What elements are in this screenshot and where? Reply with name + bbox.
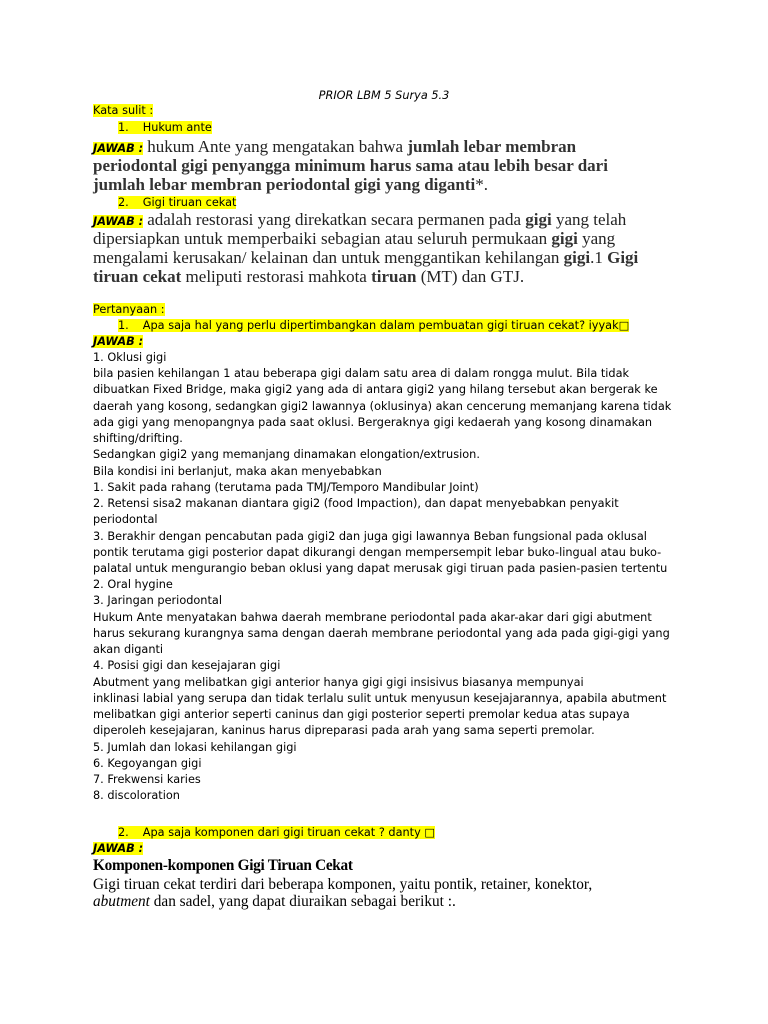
kata-sulit-label: Kata sulit :	[93, 104, 154, 117]
answer-line: harus sekurang kurangnya sama dengan daerah membrane periodontal yang ada pada gigi-gigi yang	[93, 626, 670, 640]
answer-line: 4. Posisi gigi dan kesejajaran gigi	[93, 659, 281, 673]
question-2-jawab-label: JAWAB :	[93, 842, 144, 855]
section-heading-komponen: Komponen-komponen Gigi Tiruan Cekat	[93, 857, 353, 874]
answer-gigi-tiruan-line1: JAWAB : adalah restorasi yang direkatkan secara permanen pada gigi yang telah	[93, 210, 627, 229]
question-1: 1. Apa saja hal yang perlu dipertimbangkan dalam pembuatan gigi tiruan cekat? iyyak□	[118, 319, 630, 332]
answer-komponen-line1: Gigi tiruan cekat terdiri dari beberapa komponen, yaitu pontik, retainer, konektor,	[93, 876, 593, 893]
answer-line: 2. Oral hygine	[93, 578, 173, 592]
question-2: 2. Apa saja komponen dari gigi tiruan cekat ? danty □	[118, 826, 436, 839]
answer-line: 1. Sakit pada rahang (terutama pada TMJ/Temporo Mandibular Joint)	[93, 480, 479, 494]
jawab-label: JAWAB :	[93, 142, 144, 155]
list-item-gigi-tiruan-cekat: 2. Gigi tiruan cekat	[118, 196, 237, 209]
answer-hukum-ante-line2: periodontal gigi penyangga minimum harus sama atau lebih besar dari	[93, 156, 608, 175]
document-title: PRIOR LBM 5 Surya 5.3	[318, 89, 450, 102]
answer-line: diperoleh kesejajaran, kaninus harus dipreparasi pada arah yang sama seperti premolar.	[93, 724, 595, 738]
answer-line: Sedangkan gigi2 yang memanjang dinamakan elongation/extrusion.	[93, 448, 480, 462]
answer-gigi-tiruan-line2: dipersiapkan untuk memperbaiki sebagian atau seluruh permukaan gigi yang	[93, 229, 616, 248]
answer-line: inklinasi labial yang serupa dan tidak terlalu sulit untuk menyusun kesejajarannya, apabila abutment	[93, 691, 667, 705]
answer-line: bila pasien kehilangan 1 atau beberapa gigi dalam satu area di dalam rongga mulut. Bila tidak	[93, 367, 630, 381]
answer-line: Hukum Ante menyatakan bahwa daerah membrane periodontal pada akar-akar dari gigi abutment	[93, 610, 652, 624]
answer-line: 3. Berakhir dengan pencabutan pada gigi2 dan juga gigi lawannya Beban fungsional pada oklusal	[93, 529, 647, 543]
answer-line: shifting/drifting.	[93, 432, 183, 446]
answer-hukum-ante-line1: JAWAB : hukum Ante yang mengatakan bahwa jumlah lebar membran	[93, 137, 577, 156]
question-1-jawab-label: JAWAB :	[93, 335, 144, 348]
answer-line: dibuatkan Fixed Bridge, maka gigi2 yang ada di antara gigi2 yang hilang tersebut akan bergerak ke	[93, 383, 658, 397]
answer-line: Bila kondisi ini berlanjut, maka akan menyebabkan	[93, 464, 382, 478]
answer-line: 2. Retensi sisa2 makanan diantara gigi2 (food Impaction), dan dapat menyebabkan penyakit	[93, 497, 619, 511]
answer-line: daerah yang kosong, sedangkan gigi2 lawannya (oklusinya) akan cencerung memanjang karena tidak	[93, 399, 672, 413]
answer-line: melibatkan gigi anterior seperti caninus dan gigi posterior seperti premolar kedua atas supaya	[93, 708, 630, 722]
answer-line: 8. discoloration	[93, 789, 180, 803]
answer-line: 5. Jumlah dan lokasi kehilangan gigi	[93, 740, 297, 754]
answer-line: 6. Kegoyangan gigi	[93, 756, 202, 770]
pertanyaan-label: Pertanyaan :	[93, 303, 165, 316]
answer-komponen-line2: abutment dan sadel, yang dapat diuraikan sebagai berikut :.	[93, 893, 456, 910]
answer-gigi-tiruan-line3: mengalami kerusakan/ kelainan dan untuk menggantikan kehilangan gigi.1 Gigi	[93, 248, 639, 267]
answer-line: 1. Oklusi gigi	[93, 351, 167, 364]
answer-line: palatal untuk mengurangio beban oklusi yang dapat merusak gigi tiruan pada pasien-pasien tertentu	[93, 561, 668, 575]
answer-line: 7. Frekwensi karies	[93, 772, 201, 786]
answer-hukum-ante-line3: jumlah lebar membran periodontal gigi yang diganti*.	[93, 175, 488, 194]
answer-gigi-tiruan-line4: tiruan cekat meliputi restorasi mahkota tiruan (MT) dan GTJ.	[93, 267, 525, 286]
list-item-hukum-ante: 1. Hukum ante	[118, 121, 212, 134]
answer-line: Abutment yang melibatkan gigi anterior hanya gigi gigi insisivus biasanya mempunyai	[93, 675, 584, 689]
answer-line: pontik terutama gigi posterior dapat dikurangi dengan mempersempit lebar buko-lingual atau buko-	[93, 545, 662, 559]
answer-line: 3. Jaringan periodontal	[93, 594, 222, 608]
answer-line: akan diganti	[93, 643, 164, 657]
answer-line: periodontal	[93, 513, 158, 527]
answer-line: ada gigi yang menopangnya pada saat oklusi. Bergeraknya gigi kedaerah yang kosong dinamakan	[93, 415, 653, 429]
